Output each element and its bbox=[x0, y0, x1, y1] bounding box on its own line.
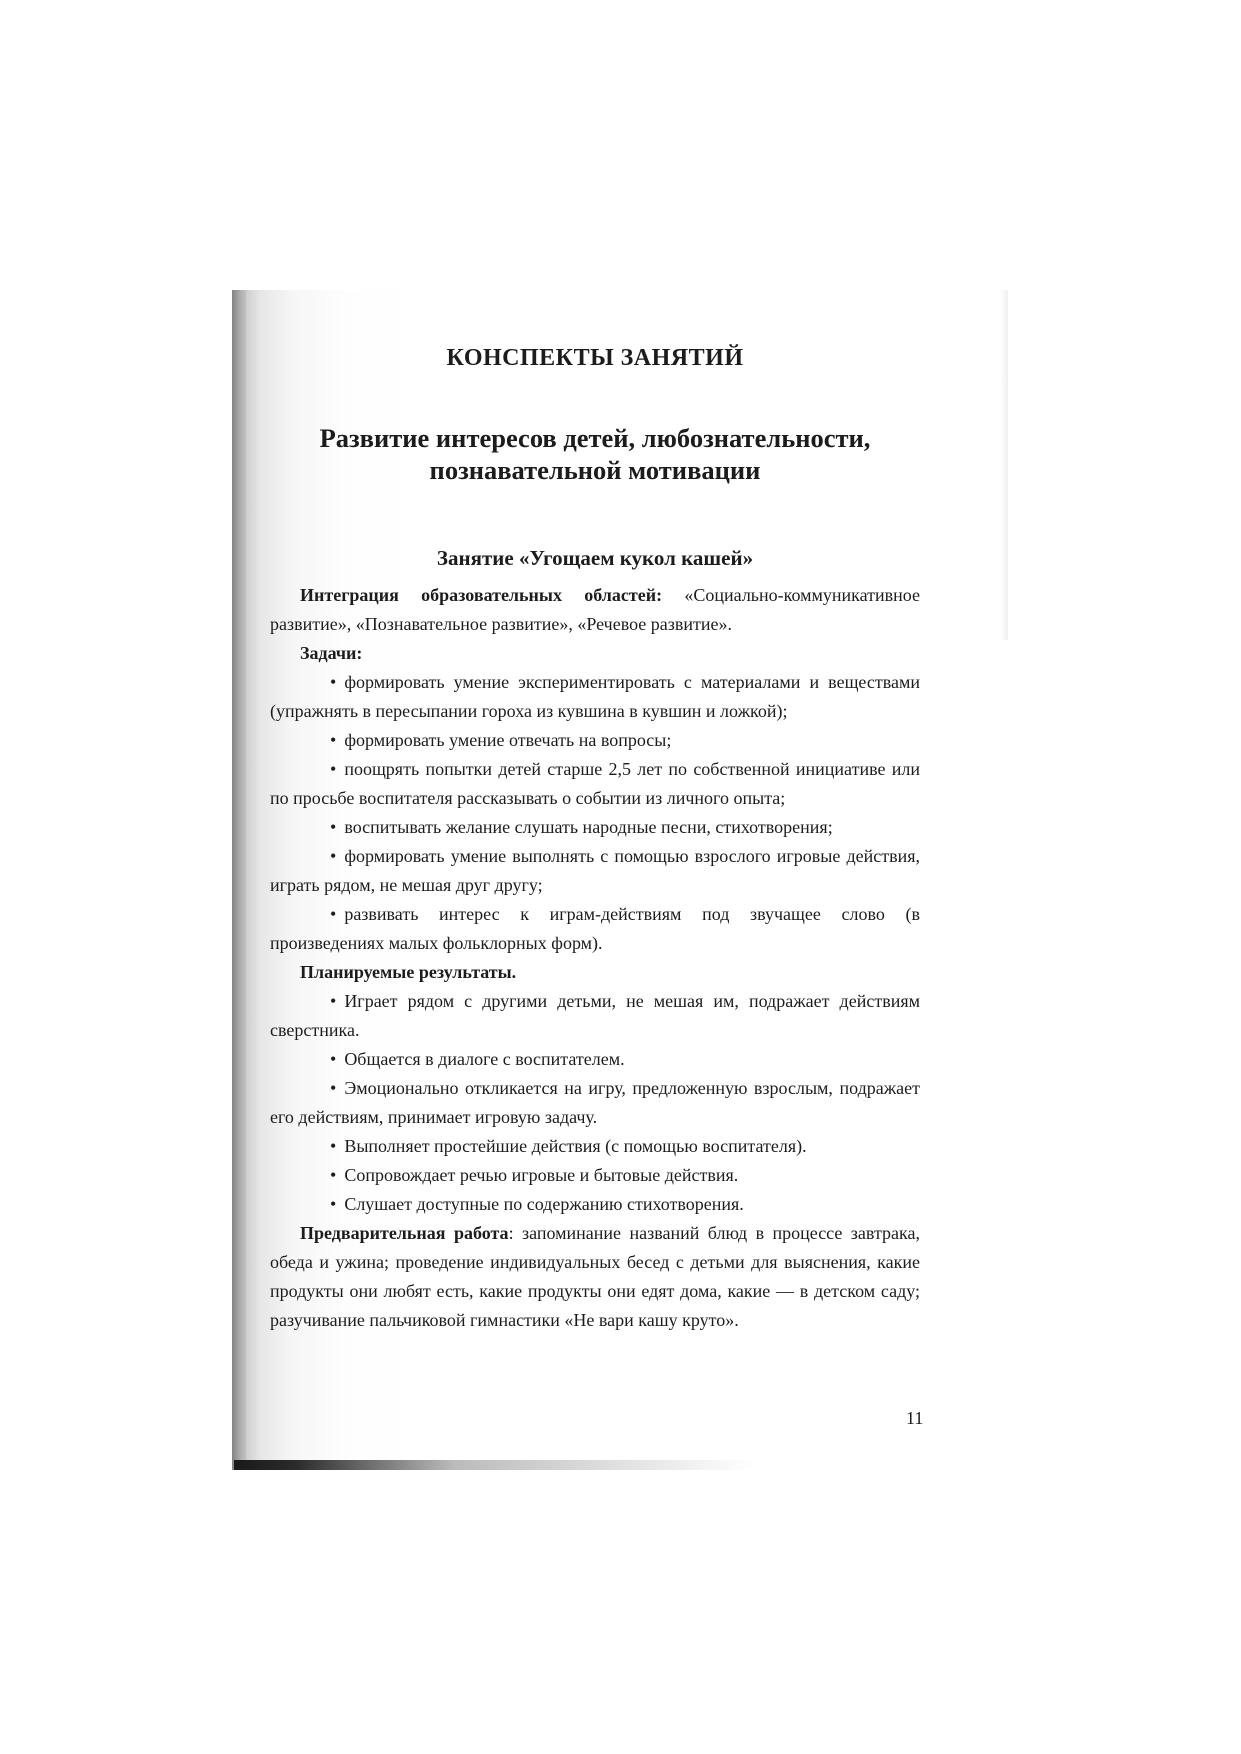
tasks-heading bbox=[270, 639, 920, 668]
result-item-text: Общается в диалоге с воспитателем. bbox=[344, 1049, 625, 1069]
section-heading: КОНСПЕКТЫ ЗАНЯТИЙ bbox=[446, 345, 744, 371]
tasks-list bbox=[270, 668, 920, 958]
integration-label: Интеграция образовательных областей: bbox=[300, 585, 663, 605]
preliminary-label: Предварительная работа bbox=[300, 1223, 509, 1243]
result-item-text: Слушает доступные по содержанию стихотворения. bbox=[344, 1194, 744, 1214]
results-label: Планируемые результаты. bbox=[300, 962, 517, 982]
bullet-icon: • bbox=[330, 1049, 337, 1069]
bullet-icon: • bbox=[330, 991, 337, 1011]
bullet-icon: • bbox=[330, 1078, 337, 1098]
bullet-icon: • bbox=[330, 817, 337, 837]
page-bottom-edge bbox=[234, 1460, 1004, 1470]
result-item-text: Играет рядом с другими детьми, не мешая им, подражает действиям сверстника. bbox=[270, 991, 920, 1040]
task-item bbox=[270, 900, 920, 958]
result-item bbox=[270, 1074, 920, 1132]
bullet-icon: • bbox=[330, 759, 337, 779]
result-item bbox=[270, 1132, 920, 1161]
task-item-text: поощрять попытки детей старше 2,5 лет по собственной инициативе или по просьбе воспитателя рассказывать о событии из личного опыта; bbox=[270, 759, 920, 808]
bullet-icon: • bbox=[330, 730, 337, 750]
result-item-text: Эмоционально откликается на игру, предложенную взрослым, подражает его действиям, принимает игровую задачу. bbox=[270, 1078, 920, 1127]
topic-heading-line1: Развитие интересов детей, любознательности, bbox=[319, 423, 871, 453]
task-item bbox=[270, 755, 920, 813]
bullet-icon: • bbox=[330, 672, 337, 692]
topic-heading-line2: познавательной мотивации bbox=[429, 455, 761, 485]
results-list bbox=[270, 987, 920, 1219]
task-item bbox=[270, 842, 920, 900]
task-item bbox=[270, 668, 920, 726]
integration-paragraph bbox=[270, 581, 920, 639]
task-item bbox=[270, 813, 920, 842]
bullet-icon: • bbox=[330, 1194, 337, 1214]
result-item bbox=[270, 1161, 920, 1190]
page-content bbox=[270, 345, 920, 1335]
result-item-text: Сопровождает речью игровые и бытовые действия. bbox=[344, 1165, 739, 1185]
result-item-text: Выполняет простейшие действия (с помощью воспитателя). bbox=[344, 1136, 807, 1156]
task-item-text: формировать умение отвечать на вопросы; bbox=[344, 730, 672, 750]
topic-heading bbox=[270, 422, 920, 486]
integration-text: «Социально-коммуникативное развитие», «Познавательное развитие», «Речевое развитие». bbox=[270, 585, 921, 634]
bullet-icon: • bbox=[330, 1165, 337, 1185]
task-item-text: формировать умение выполнять с помощью взрослого игровые действия, играть рядом, не мешая друг другу; bbox=[270, 846, 920, 895]
result-item bbox=[270, 1190, 920, 1219]
task-item-text: развивать интерес к играм-действиям под звучащее слово (в произведениях малых фольклорных форм). bbox=[270, 904, 920, 953]
result-item bbox=[270, 1045, 920, 1074]
bullet-icon: • bbox=[330, 1136, 337, 1156]
preliminary-text: : запоминание названий блюд в процессе завтрака, обеда и ужина; проведение индивидуальных бесед с детьми для выяснения, какие продукты они любят есть, какие продукты они едят дома, какие — в детском саду; разучивание пальчиковой гимнастики «Не вари кашу круто». bbox=[270, 1223, 920, 1330]
page-number: 11 bbox=[906, 1408, 924, 1428]
page-shadow bbox=[1000, 290, 1008, 640]
task-item-text: формировать умение экспериментировать с материалами и веществами (упражнять в пересыпании гороха из кувшина в кувшин и ложкой); bbox=[270, 672, 920, 721]
preliminary-paragraph bbox=[270, 1219, 920, 1335]
bullet-icon: • bbox=[330, 904, 337, 924]
tasks-label: Задачи: bbox=[300, 643, 363, 663]
task-item-text: воспитывать желание слушать народные песни, стихотворения; bbox=[344, 817, 833, 837]
bullet-icon: • bbox=[330, 846, 337, 866]
lesson-title: Занятие «Угощаем кукол кашей» bbox=[436, 546, 754, 570]
task-item bbox=[270, 726, 920, 755]
results-heading bbox=[270, 958, 920, 987]
result-item bbox=[270, 987, 920, 1045]
